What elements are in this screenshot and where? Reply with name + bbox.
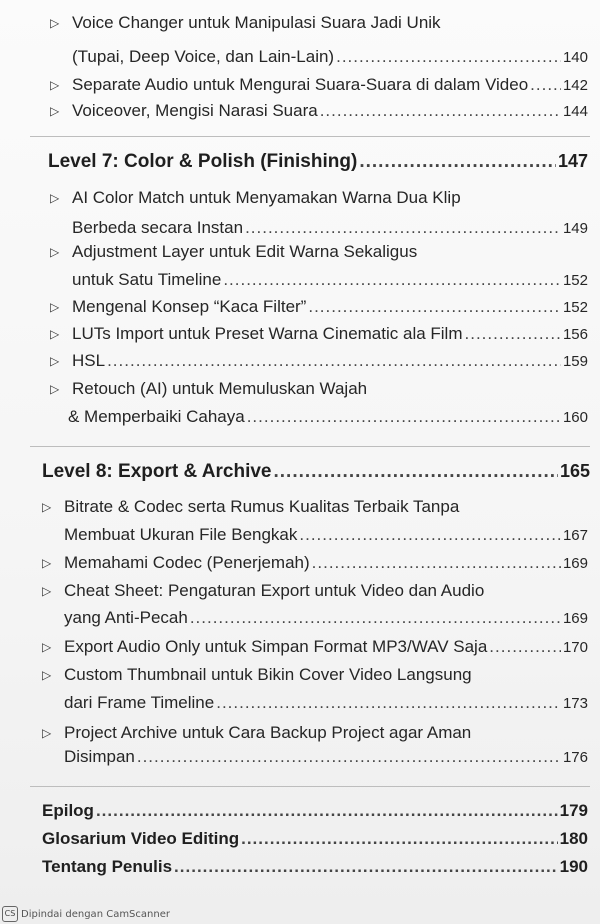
leader-dots: [223, 269, 561, 291]
section-divider: [30, 786, 590, 787]
toc-page-number: 152: [562, 272, 588, 289]
level-title: Level 7: Color & Polish (Finishing): [48, 151, 358, 172]
leader-dots: [359, 151, 556, 173]
leader-dots: [308, 296, 561, 318]
toc-page-number: 147: [557, 151, 588, 171]
level-8-heading[interactable]: [42, 460, 590, 483]
toc-item-title: Mengenal Konsep “Kaca Filter”: [72, 297, 307, 316]
leader-dots: [216, 692, 561, 714]
toc-item-row[interactable]: [64, 636, 588, 659]
toc-page-number: 140: [562, 49, 588, 66]
toc-item-row[interactable]: [64, 607, 588, 630]
leader-dots: [320, 100, 561, 122]
leader-dots: [190, 607, 561, 629]
toc-item-row[interactable]: [72, 269, 588, 292]
toc-glosarium[interactable]: [42, 828, 588, 850]
toc-item-title: yang Anti-Pecah: [64, 608, 188, 627]
toc-item-line: Bitrate & Codec serta Rumus Kualitas Terbaik Tanpa: [64, 497, 460, 516]
leader-dots: [247, 406, 561, 428]
toc-item-title: Disimpan: [64, 747, 135, 766]
bullet-triangle-icon: ▷: [42, 726, 52, 740]
toc-page-number: 156: [562, 326, 588, 343]
toc-item-row[interactable]: [68, 406, 588, 429]
toc-page-number: 159: [562, 353, 588, 370]
toc-page-number: 169: [562, 555, 588, 572]
bullet-triangle-icon: ▷: [50, 245, 60, 259]
toc-item-title: Tentang Penulis: [42, 857, 173, 876]
toc-item-title: Separate Audio untuk Mengurai Suara-Suara di dalam Video: [72, 75, 529, 94]
bullet-triangle-icon: ▷: [50, 104, 60, 118]
toc-page-number: 173: [562, 695, 588, 712]
toc-item-row[interactable]: [64, 552, 588, 575]
leader-dots: [336, 46, 561, 68]
leader-dots: [465, 323, 561, 345]
leader-dots: [245, 217, 561, 239]
toc-item-title: dari Frame Timeline: [64, 693, 215, 712]
bullet-triangle-icon: ▷: [42, 640, 52, 654]
leader-dots: [530, 74, 561, 96]
toc-epilog[interactable]: [42, 800, 588, 822]
leader-dots: [299, 524, 561, 546]
toc-tentang-penulis[interactable]: [42, 856, 588, 878]
toc-item-row[interactable]: [72, 217, 588, 240]
toc-item-row[interactable]: [72, 323, 588, 346]
toc-item-line: AI Color Match untuk Menyamakan Warna Dua Klip: [72, 188, 461, 207]
toc-item-title: Memahami Codec (Penerjemah): [64, 553, 310, 572]
toc-item-title: & Memperbaiki Cahaya: [68, 407, 245, 426]
scanner-note: Dipindai dengan CamScanner: [21, 908, 170, 920]
toc-page-number: 165: [559, 461, 590, 481]
toc-page-number: 180: [559, 829, 588, 848]
toc-item-title: Glosarium Video Editing: [42, 829, 240, 848]
toc-page-number: 179: [559, 801, 588, 820]
toc-item-line: Custom Thumbnail untuk Bikin Cover Video Langsung: [64, 665, 472, 684]
toc-page-number: 167: [562, 527, 588, 544]
toc-page-number: 144: [562, 103, 588, 120]
level-title: Level 8: Export & Archive: [42, 461, 272, 482]
bullet-triangle-icon: ▷: [50, 382, 60, 396]
bullet-triangle-icon: ▷: [42, 668, 52, 682]
toc-item-title: Epilog: [42, 801, 94, 820]
bullet-triangle-icon: ▷: [50, 327, 60, 341]
toc-page-number: 169: [562, 610, 588, 627]
toc-item-line: Voice Changer untuk Manipulasi Suara Jadi Unik: [72, 13, 441, 32]
bullet-triangle-icon: ▷: [42, 500, 52, 514]
toc-page-number: 176: [562, 749, 588, 766]
toc-item-line: Cheat Sheet: Pengaturan Export untuk Video dan Audio: [64, 581, 485, 600]
leader-dots: [174, 856, 558, 878]
leader-dots: [489, 636, 561, 658]
leader-dots: [137, 746, 561, 768]
section-divider: [30, 136, 590, 137]
toc-item-title: Voiceover, Mengisi Narasi Suara: [72, 101, 318, 120]
toc-item-row[interactable]: [64, 524, 588, 547]
level-7-heading[interactable]: [48, 150, 588, 173]
toc-item-title: untuk Satu Timeline: [72, 270, 222, 289]
leader-dots: [96, 800, 558, 822]
bullet-triangle-icon: ▷: [50, 191, 60, 205]
toc-item-title: HSL: [72, 351, 106, 370]
toc-item-row[interactable]: [72, 46, 588, 69]
toc-page-number: 190: [559, 857, 588, 876]
toc-item-row[interactable]: [72, 100, 588, 123]
toc-page-number: 149: [562, 220, 588, 237]
scanner-watermark: [0, 904, 170, 924]
toc-item-row[interactable]: [72, 296, 588, 319]
toc-item-row[interactable]: [64, 746, 588, 769]
toc-item-title: Export Audio Only untuk Simpan Format MP3/WAV Saja: [64, 637, 488, 656]
toc-page-number: 160: [562, 409, 588, 426]
toc-item-line: Adjustment Layer untuk Edit Warna Sekaligus: [72, 242, 418, 261]
bullet-triangle-icon: ▷: [42, 584, 52, 598]
toc-item-row[interactable]: [64, 692, 588, 715]
section-divider: [30, 446, 590, 447]
toc-item-row[interactable]: [72, 74, 588, 97]
toc-item-line: Retouch (AI) untuk Memuluskan Wajah: [72, 379, 368, 398]
toc-page-number: 152: [562, 299, 588, 316]
leader-dots: [312, 552, 561, 574]
toc-page-number: 142: [562, 77, 588, 94]
bullet-triangle-icon: ▷: [50, 354, 60, 368]
toc-item-title: Membuat Ukuran File Bengkak: [64, 525, 298, 544]
bullet-triangle-icon: ▷: [50, 78, 60, 92]
toc-item-title: (Tupai, Deep Voice, dan Lain-Lain): [72, 47, 335, 66]
bullet-triangle-icon: ▷: [50, 300, 60, 314]
toc-item-row[interactable]: [72, 350, 588, 373]
bullet-triangle-icon: ▷: [50, 16, 60, 30]
toc-item-line: Project Archive untuk Cara Backup Project agar Aman: [64, 723, 472, 742]
camscanner-icon: CS: [2, 906, 18, 922]
bullet-triangle-icon: ▷: [42, 556, 52, 570]
toc-item-title: Berbeda secara Instan: [72, 218, 244, 237]
leader-dots: [273, 461, 557, 483]
toc-page-number: 170: [562, 639, 588, 656]
toc-item-title: LUTs Import untuk Preset Warna Cinematic ala Film: [72, 324, 463, 343]
leader-dots: [107, 350, 561, 372]
leader-dots: [241, 828, 558, 850]
